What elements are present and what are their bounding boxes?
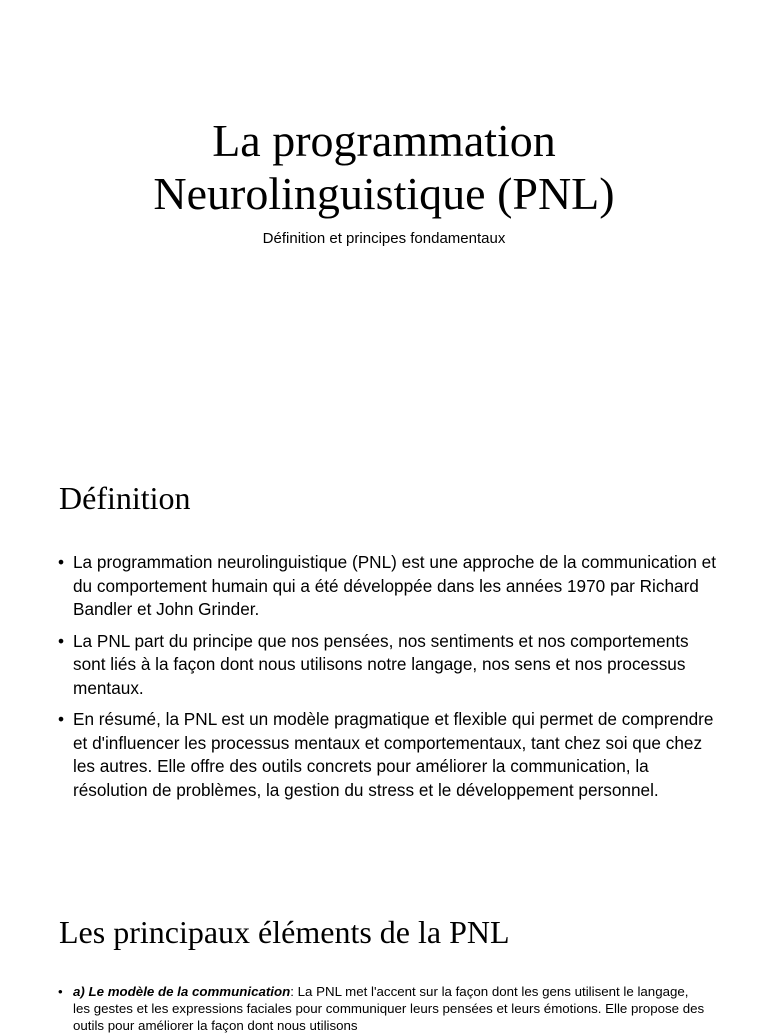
list-item [58, 708, 718, 802]
definition-bullet-list [58, 551, 718, 810]
bullet-text: En résumé, la PNL est un modèle pragmatique et flexible qui permet de comprendre et d'influencer les processus mentaux et comportementaux, tant chez soi que chez les autres. Elle offre des outils concrets pour améliorer la communication, la résolution de problèmes, la gestion du stress et le développement personnel. [73, 709, 714, 800]
presentation-title [0, 114, 768, 220]
list-item [58, 983, 708, 1034]
bullet-text: La programmation neurolinguistique (PNL) est une approche de la communication et du comportement humain qui a été développée dans les années 1970 par Richard Bandler et John Grinder. [73, 552, 716, 619]
bullet-icon: • [58, 709, 65, 729]
bullet-icon: • [58, 630, 65, 651]
definition-heading: Définition [59, 480, 191, 516]
list-item [58, 630, 718, 701]
elements-bullet-list [58, 983, 708, 1034]
bullet-icon: • [58, 552, 65, 572]
bullet-text: La PNL part du principe que nos pensées, nos sentiments et nos comportements sont liés à la façon dont nous utilisons notre langage, nos sens et nos processus mentaux. [73, 630, 689, 698]
presentation-subtitle: Définition et principes fondamentaux [262, 230, 506, 247]
list-item [58, 551, 718, 622]
title-line-2: Neurolinguistique (PNL) [153, 168, 615, 219]
bullet-icon: • [58, 984, 63, 999]
bullet-lead-text: a) Le modèle de la communication [73, 984, 291, 999]
title-slide [0, 0, 768, 448]
title-line-1: La programmation [212, 115, 556, 166]
definition-slide [0, 448, 768, 880]
bullet-text: : La PNL met l'accent sur la façon dont les gens utilisent le langage, les gestes et les expressions faciales pour communiquer leurs pensées et leurs émotions. Elle propose des outils pour améliorer la façon dont nous utilisons [73, 984, 705, 1033]
elements-heading: Les principaux éléments de la PNL [59, 914, 510, 950]
elements-slide [0, 880, 768, 1033]
